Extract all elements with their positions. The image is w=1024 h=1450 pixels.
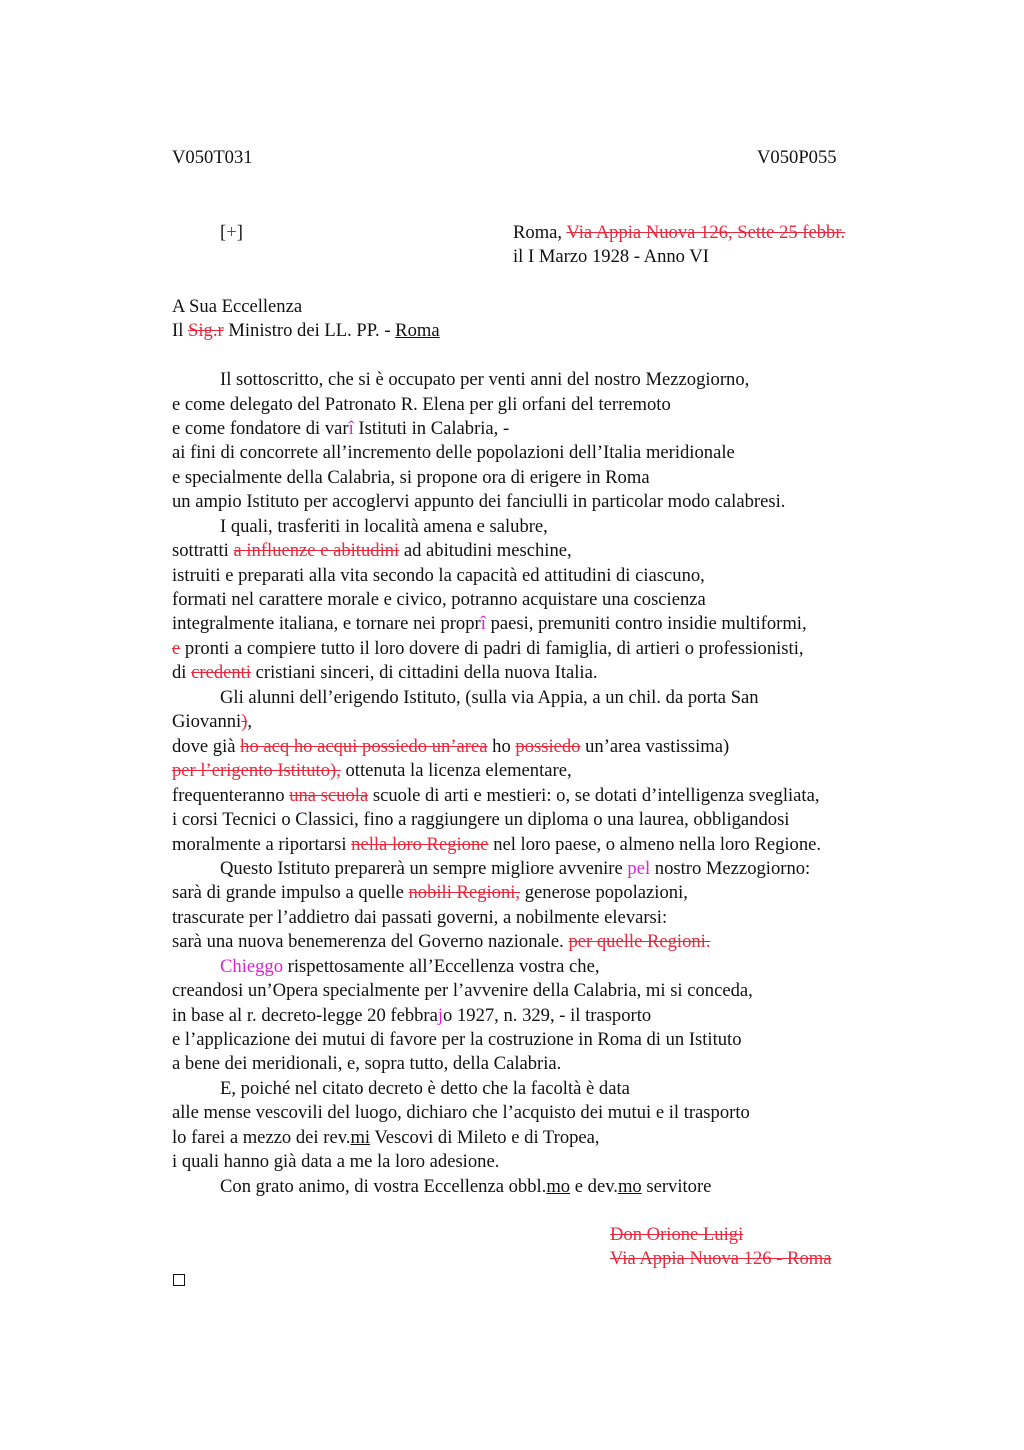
date-line-2: il I Marzo 1928 - Anno VI: [513, 246, 709, 267]
signature-address: Via Appia Nuova 126 - Roma: [610, 1248, 832, 1269]
struck-text: Via Appia Nuova 126, Sette 25 febbr.: [566, 222, 846, 243]
insertion-mark: [+]: [220, 222, 243, 243]
address-line-1: A Sua Eccellenza: [172, 296, 303, 317]
signature-name: Don Orione Luigi: [610, 1224, 744, 1245]
plus-mark: +: [226, 222, 237, 243]
checkbox-icon: [173, 1274, 185, 1286]
document-code-right: V050P055: [757, 147, 837, 168]
date-line-1: Roma, Via Appia Nuova 126, Sette 25 febbr.: [513, 222, 846, 243]
address-line-2: Il Sig.r Ministro dei LL. PP. - Roma: [172, 320, 440, 341]
document-code-left: V050T031: [172, 147, 253, 168]
